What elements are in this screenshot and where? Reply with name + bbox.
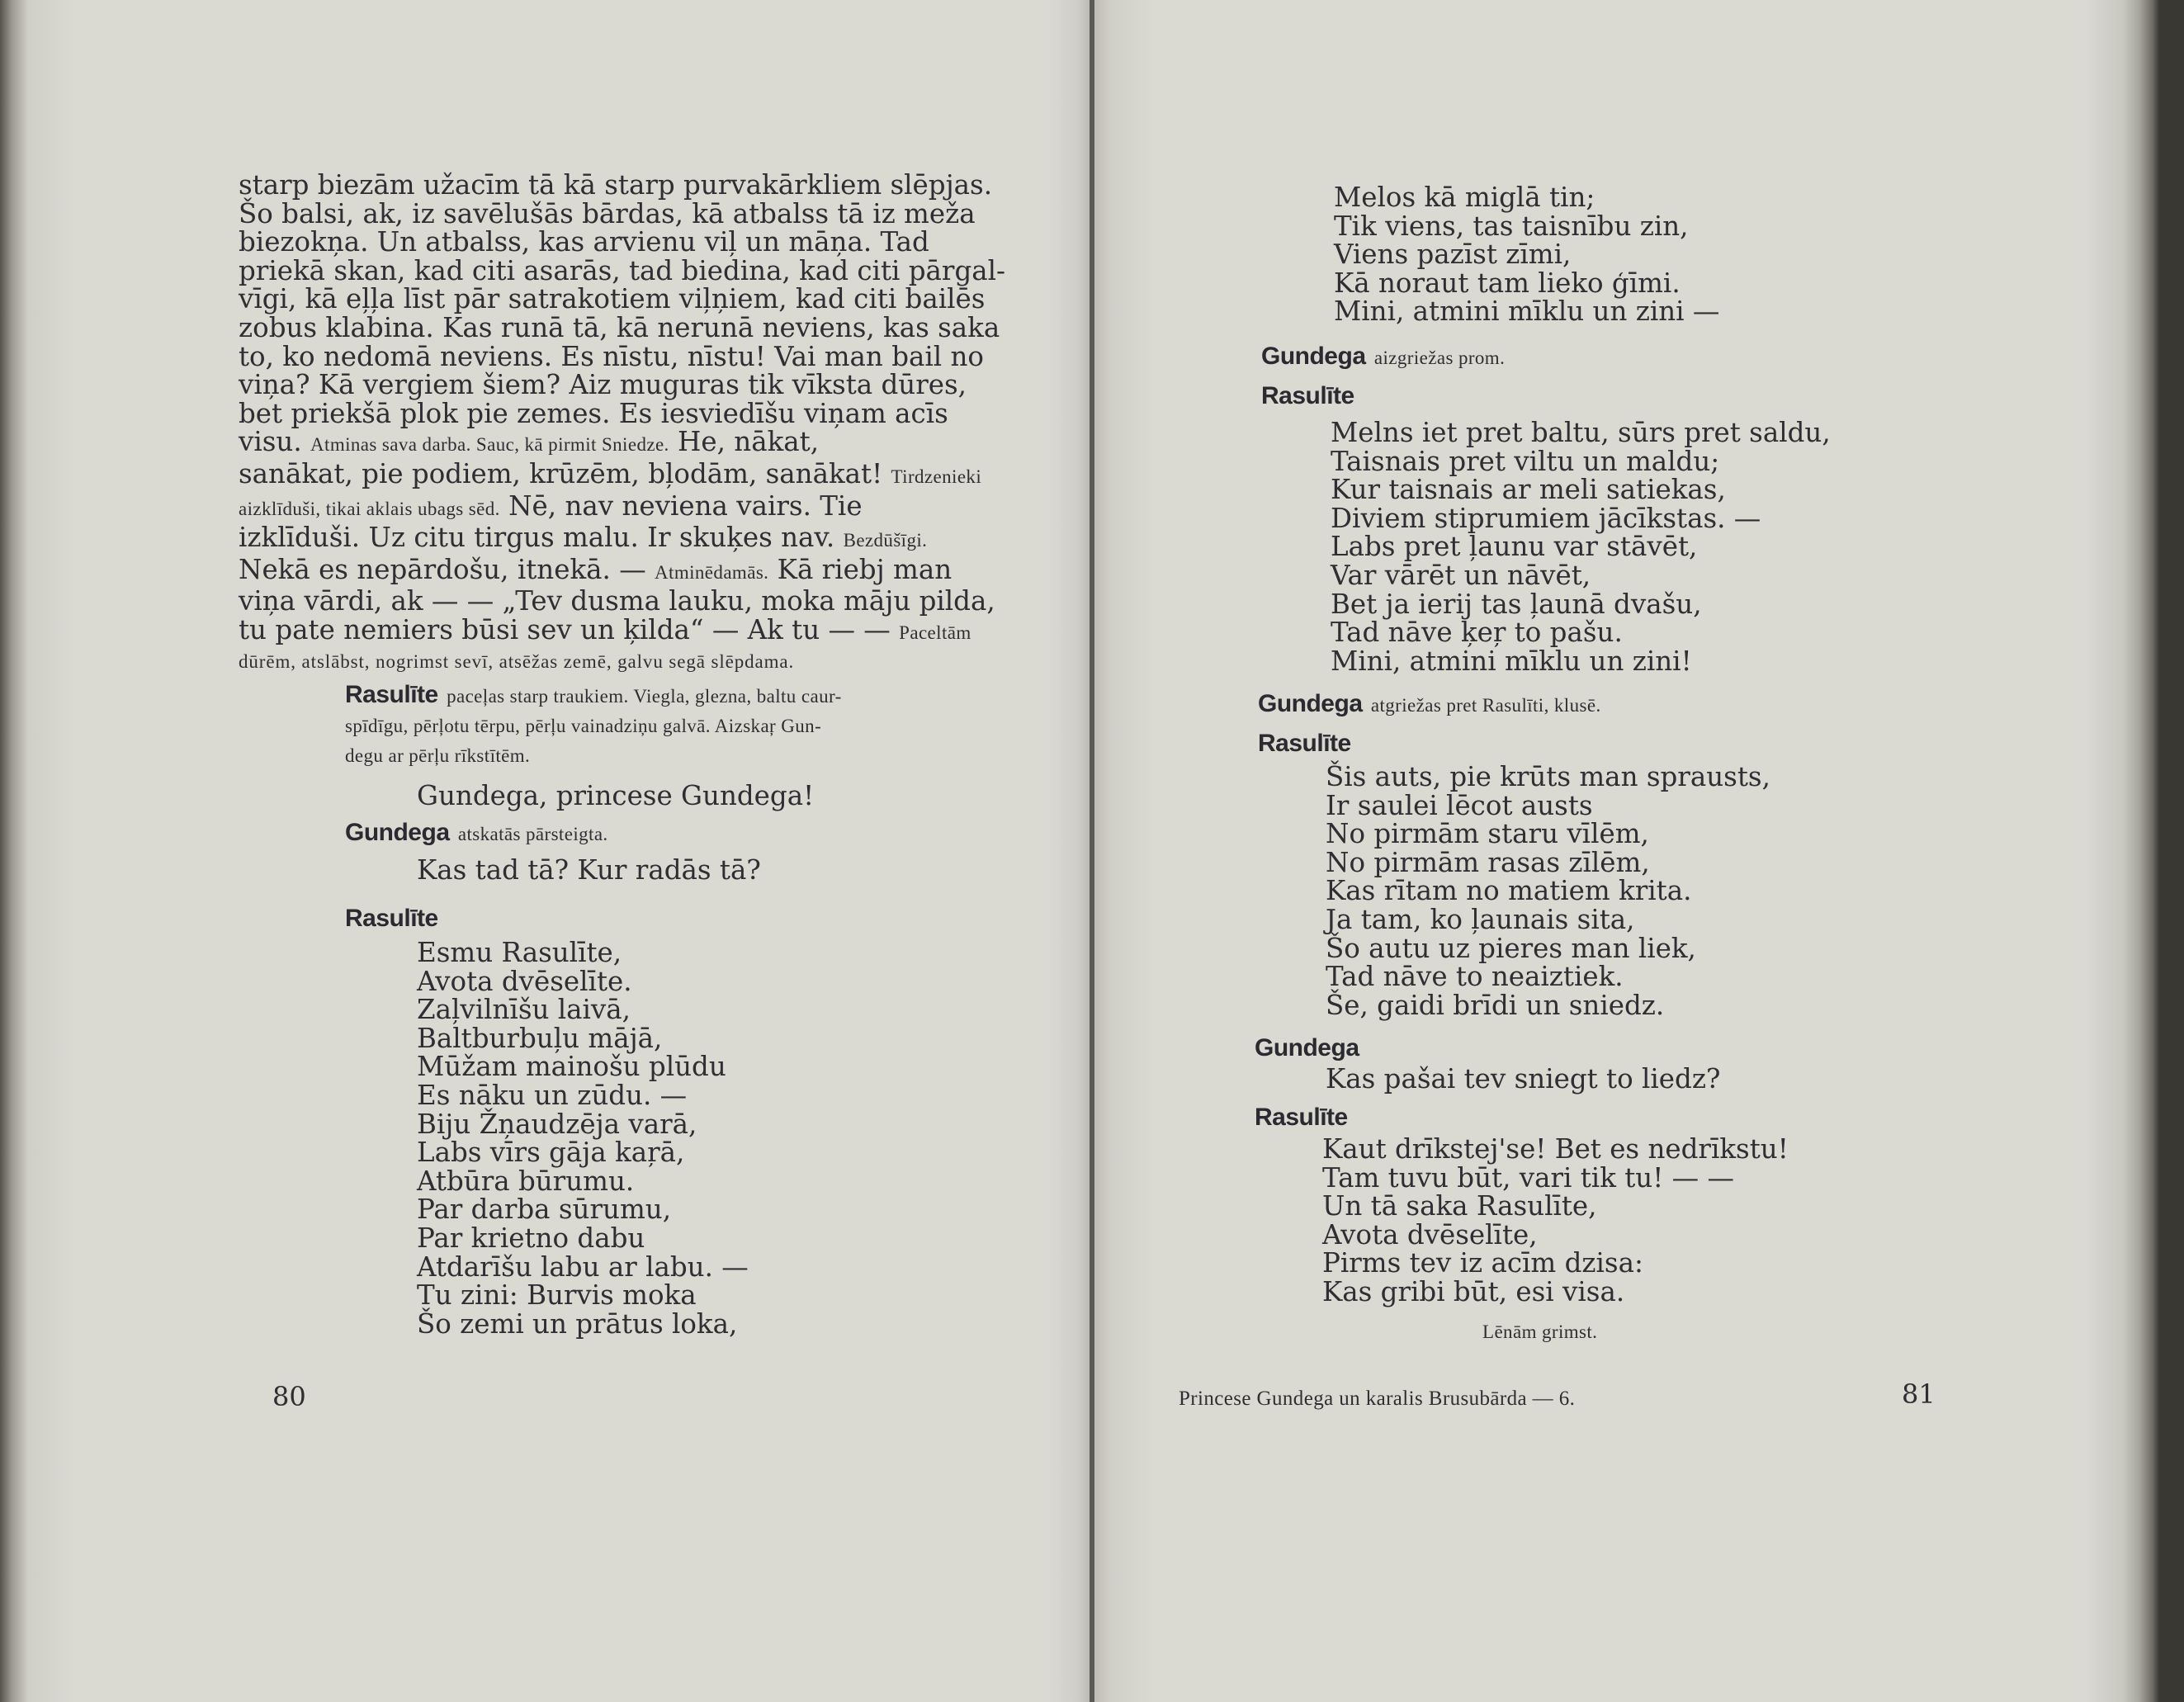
stage-direction: aizklīduši, tikai aklais ubags sēd. xyxy=(239,498,500,519)
verse-line: Tik viens, tas taisnību zin, xyxy=(1334,210,1689,242)
verse-line: Ja tam, ko ļaunais sita, xyxy=(1326,903,1635,935)
speaker-name: Rasulīte xyxy=(1255,1104,1348,1131)
verse-block xyxy=(1322,1135,1789,1307)
prose-line: vīgi, kā eļļa līst pār satrakotiem viļņiem, kad citi bailēs xyxy=(239,283,986,315)
speaker-block-gundega xyxy=(1258,688,1601,721)
stage-direction: Tirdzenieki xyxy=(891,466,982,487)
speaker-name: Rasulīte xyxy=(1258,730,1351,757)
prose-line xyxy=(239,523,1035,556)
prose-text: Nē, nav neviena vairs. Tie xyxy=(499,489,863,522)
speaker-name: Rasulīte xyxy=(1261,382,1354,409)
prose-line: starp biezām užacīm tā kā starp purvakārkliem slēpjas. xyxy=(239,169,993,201)
speaker-name: Gundega xyxy=(345,819,450,846)
verse-block xyxy=(1334,183,1719,326)
prose-text: He, nākat, xyxy=(669,426,820,458)
speaker-block-gundega xyxy=(1261,341,1505,373)
left-page xyxy=(0,0,1090,1702)
prose-text: sanākat, pie podiem, krūzēm, bļodām, sanākat! xyxy=(239,457,891,489)
footer-title: Princese Gundega un karalis Brusubārda — 6. xyxy=(1179,1388,1576,1410)
speaker-name: Rasulīte xyxy=(345,681,438,708)
verse-line: Biju Žņaudzēja varā, xyxy=(417,1108,697,1140)
dialogue-line: Kas pašai tev sniegt to liedz? xyxy=(1326,1063,1721,1094)
verse-line: Taisnais pret viltu un maldu; xyxy=(1331,445,1720,477)
verse-line: Bet ja ierij tas ļaunā dvašu, xyxy=(1331,588,1702,620)
verse-line: Kā noraut tam lieko ģīmi. xyxy=(1334,267,1681,299)
verse-line: Tad nāve ķeŗ to pašu. xyxy=(1331,617,1623,649)
stage-direction: paceļas starp traukiem. Viegla, glezna, baltu caur- xyxy=(447,686,842,707)
verse-line: Kur taisnais ar meli satiekas, xyxy=(1331,474,1726,506)
verse-line: Diviem stiprumiem jācīkstas. — xyxy=(1331,502,1761,534)
verse-line: Par krietno dabu xyxy=(417,1222,645,1254)
verse-line: Melns iet pret baltu, sūrs pret saldu, xyxy=(1331,417,1831,448)
prose-text: tu pate nemiers būsi sev un ķilda“ — Ak tu — — xyxy=(239,613,900,645)
dialogue-line: Gundega, princese Gundega! xyxy=(417,780,815,811)
prose-line: priekā skan, kad citi asarās, tad biedina, kad citi pārgal- xyxy=(239,254,1006,286)
verse-line: Zaļvilnīšu laivā, xyxy=(417,994,631,1026)
verse-line: Šo autu uz pieres man liek, xyxy=(1326,932,1696,964)
stage-direction: aizgriežas prom. xyxy=(1373,347,1506,368)
verse-line: Mini, atmini mīklu un zini! xyxy=(1331,645,1692,677)
stage-direction: atgriežas pret Rasulīti, klusē. xyxy=(1370,695,1601,716)
prose-line: biezokņa. Un atbalss, kas arvienu viļ un māņa. Tad xyxy=(239,226,929,258)
verse-block xyxy=(1326,763,1770,1019)
verse-line: Var vārēt un nāvēt, xyxy=(1331,559,1591,591)
verse-line: Kas gribi būt, esi visa. xyxy=(1322,1275,1625,1307)
speaker-name: Gundega xyxy=(1255,1034,1359,1061)
verse-line: Avota dvēselīte, xyxy=(1322,1218,1538,1250)
verse-line: Par darba sūrumu, xyxy=(417,1194,672,1226)
verse-line: Labs pret ļaunu var stāvēt, xyxy=(1331,531,1698,563)
stage-direction-rasulite xyxy=(345,678,1037,771)
speaker-block-gundega xyxy=(345,817,608,849)
verse-line: Tam tuvu būt, vari tik tu! — — xyxy=(1322,1161,1734,1194)
dialogue-line: Kas tad tā? Kur radās tā? xyxy=(417,854,761,886)
verse-line: Viens pazīst zīmi, xyxy=(1334,239,1572,271)
verse-line: Ir saulei lēcot austs xyxy=(1326,789,1593,821)
verse-line: No pirmām rasas zīlēm, xyxy=(1326,846,1650,878)
verse-line: Tad nāve to neaiztiek. xyxy=(1326,961,1624,993)
right-page xyxy=(1094,0,2159,1702)
verse-line: Tu zini: Burvis moka xyxy=(417,1279,697,1312)
verse-block xyxy=(1331,418,1831,675)
prose-line xyxy=(239,553,1035,588)
stage-direction: Bezdūšīgi. xyxy=(843,530,928,551)
prose-line: Šo balsi, ak, iz savēlušās bārdas, kā atbalss tā iz meža xyxy=(239,197,976,229)
verse-line: Pirms tev iz acīm dzisa: xyxy=(1322,1247,1643,1279)
verse-line: Avota dvēselīte. xyxy=(417,965,632,997)
prose-line xyxy=(239,428,1035,460)
stage-direction: degu ar pērļu rīkstītēm. xyxy=(345,745,531,766)
prose-line: to, ko nedomā neviens. Es nīstu, nīstu! Vai man bail no xyxy=(239,340,984,372)
verse-line: Atdarīšu labu ar labu. — xyxy=(417,1250,749,1283)
stage-direction: atskatās pārsteigta. xyxy=(457,824,608,844)
verse-line: Kas rītam no matiem krita. xyxy=(1326,875,1692,907)
prose-line xyxy=(239,613,1035,648)
stage-direction: spīdīgu, pērļotu tērpu, pērļu vainadziņu galvā. Aizskaŗ Gun- xyxy=(345,716,822,736)
page-number: 81 xyxy=(1902,1378,1936,1410)
prose-text: visu. xyxy=(239,426,311,458)
speaker-name: Rasulīte xyxy=(345,905,438,932)
verse-line: Es nāku un zūdu. — xyxy=(417,1079,688,1111)
verse-line: Melos kā miglā tin; xyxy=(1334,182,1595,213)
verse-line: Baltburbuļu mājā, xyxy=(417,1022,663,1054)
verse-line: Un tā saka Rasulīte, xyxy=(1322,1190,1597,1222)
prose-block xyxy=(239,171,1035,676)
prose-line: viņa? Kā vergiem šiem? Aiz muguras tik vīksta dūres, xyxy=(239,369,967,401)
verse-line: Kaut drīkstej'se! Bet es nedrīkstu! xyxy=(1322,1133,1789,1165)
stage-direction: dūrēm, atslābst, nogrimst sevī, atsēžas zemē, galvu segā slēpdama. xyxy=(239,650,795,672)
prose-line xyxy=(239,489,1035,524)
prose-line: zobus klabina. Kas runā tā, kā nerunā neviens, kas saka xyxy=(239,311,1000,343)
speaker-name: Gundega xyxy=(1261,343,1366,370)
prose-line: viņa vārdi, ak — — „Tev dusma lauku, moka māju pilda, xyxy=(239,585,995,617)
verse-line: Mūžam mainošu plūdu xyxy=(417,1051,726,1083)
prose-line xyxy=(239,457,1035,492)
stage-direction: Paceltām xyxy=(899,622,971,643)
stage-direction: Atminēdamās. xyxy=(655,561,769,583)
verse-line: Labs vīrs gāja kaŗā, xyxy=(417,1137,685,1169)
verse-line: Še, gaidi brīdi un sniedz. xyxy=(1326,989,1665,1021)
verse-line: Mini, atmini mīklu un zini — xyxy=(1334,295,1720,328)
prose-text: Kā riebj man xyxy=(768,553,953,585)
page-number: 80 xyxy=(272,1381,306,1412)
verse-line: No pirmām staru vīlēm, xyxy=(1326,818,1649,850)
stage-direction: Lēnām grimst. xyxy=(1482,1321,1598,1342)
prose-text: izklīduši. Uz citu tirgus malu. Ir skuķes nav. xyxy=(239,522,844,554)
verse-line: Atbūra būrumu. xyxy=(417,1165,635,1197)
verse-line: Šo zemi un prātus loka, xyxy=(417,1307,738,1340)
verse-line: Esmu Rasulīte, xyxy=(417,937,622,968)
speaker-name: Gundega xyxy=(1258,690,1363,717)
stage-direction: Atminas sava darba. Sauc, kā pirmit Sniedze. xyxy=(310,434,669,456)
prose-line: bet priekšā plok pie zemes. Es iesviedīšu viņam acīs xyxy=(239,397,948,429)
prose-text: Nekā es nepārdošu, itnekā. — xyxy=(239,553,655,585)
verse-line: Šis auts, pie krūts man sprausts, xyxy=(1326,761,1770,792)
verse-block xyxy=(417,938,749,1338)
